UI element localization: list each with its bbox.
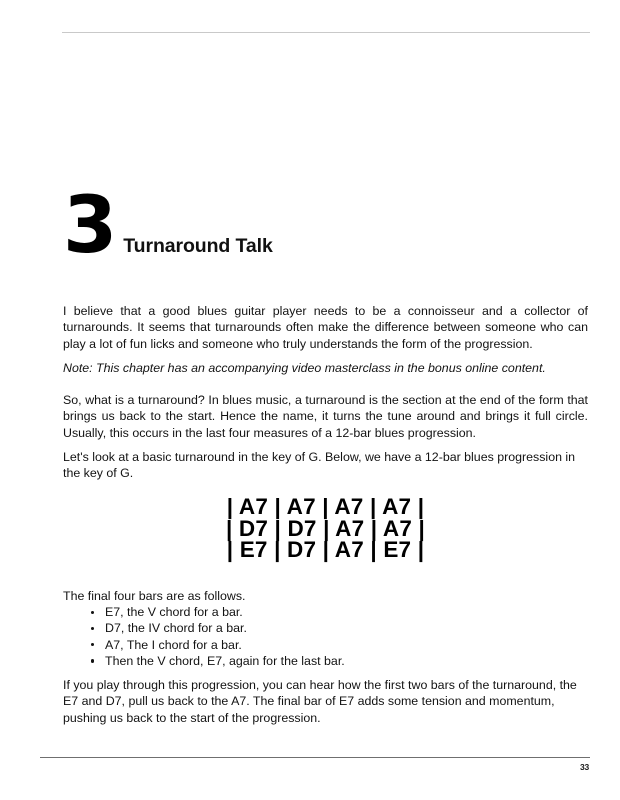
chord-progression-chart	[63, 496, 588, 561]
bullet-icon	[91, 611, 94, 614]
list-item	[63, 653, 588, 669]
paragraph-example-intro: Let's look at a basic turnaround in the key of G. Below, we have a 12-bar blues progression in the key of G.	[63, 450, 576, 481]
paragraph-intro: I believe that a good blues guitar player needs to be a connoisseur and a collector of turnarounds. It seems that turnarounds often make the difference between someone who can play a lot of fun licks and someone who truly understands the form of the progression.	[63, 304, 588, 351]
list-item	[63, 637, 588, 653]
paragraph-note: Note: This chapter has an accompanying video masterclass in the bonus online content.	[63, 361, 546, 375]
paragraph-definition: So, what is a turnaround? In blues music, a turnaround is the section at the end of the form that brings us back to the start. Hence the name, it turns the tune around and brings it full circle. Usually, this occurs in the last four measures of a 12-bar blues progression.	[63, 393, 588, 440]
chord-line-3: | E7 | D7 | A7 | E7 |	[226, 537, 425, 562]
list-item	[63, 604, 588, 620]
bullet-icon	[91, 659, 94, 662]
list-item-label: Then the V chord, E7, again for the last bar.	[105, 653, 345, 668]
page-title: Turnaround Talk	[123, 235, 273, 257]
final-bars-list	[63, 604, 588, 669]
list-item	[63, 620, 588, 636]
chapter-heading	[63, 181, 273, 271]
page-number: 33	[579, 762, 589, 772]
chapter-number: 3	[63, 181, 116, 271]
list-item-label: D7, the IV chord for a bar.	[105, 621, 247, 636]
list-item-label: A7, The I chord for a bar.	[105, 637, 242, 652]
list-item-label: E7, the V chord for a bar.	[105, 605, 243, 619]
bullet-icon	[91, 627, 94, 630]
paragraph-final-bars-lead: The final four bars are as follows.	[63, 589, 246, 603]
header-rule	[62, 32, 590, 33]
bullet-icon	[91, 643, 94, 646]
chord-line-1: | A7 | A7 | A7 | A7 |	[226, 494, 425, 519]
footer-rule	[40, 757, 590, 758]
chord-line-2: | D7 | D7 | A7 | A7 |	[225, 515, 426, 541]
paragraph-closing: If you play through this progression, you can hear how the first two bars of the turnaround, the E7 and D7, pull us back to the A7. The final bar of E7 adds some tension and momentum, pushing us back to the start of the progression.	[63, 678, 577, 725]
